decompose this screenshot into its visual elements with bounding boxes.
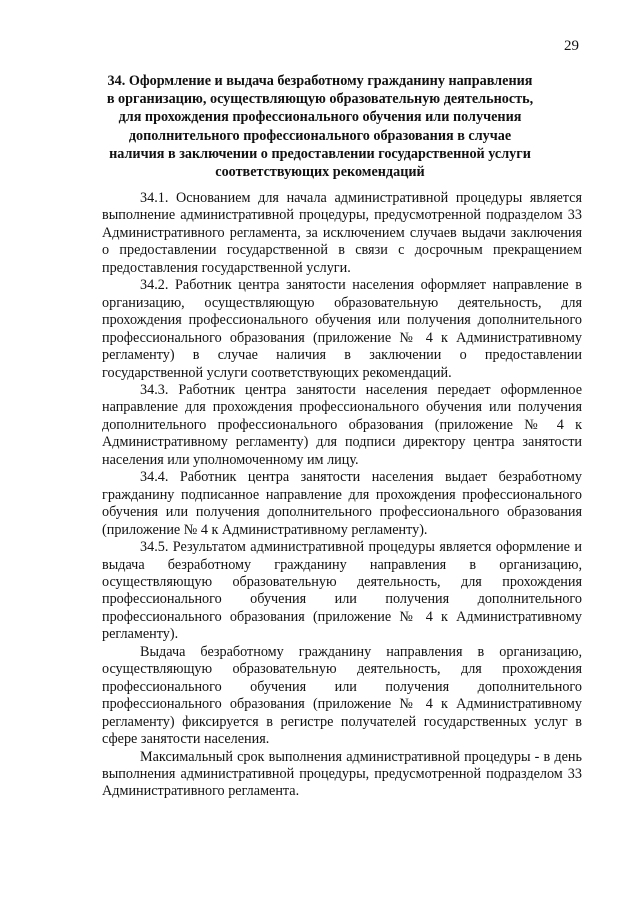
section-heading: 34. Оформление и выдача безработному гражданину направления в организацию, осуществляющую образовательную деятельность, для прохождения профессионального обучения или получения дополнительного профессионального образования в случае наличия в заключении о предоставлении государственной услуги соответствующих рекомендаций	[106, 73, 534, 181]
paragraph-34-2: 34.2. Работник центра занятости населения оформляет направление в организацию, осуществляющую образовательную деятельность, для прохождения профессионального обучения или получения дополнительного профессионального образования (приложение № 4 к Административному регламенту) в случае наличия в заключении о предоставлении государственной услуги соответствующих рекомендаций.	[102, 277, 582, 381]
paragraph-34-5: 34.5. Результатом административной процедуры является оформление и выдача безработному гражданину направления в организацию, осуществляющую образовательную деятельность, для прохождения профессионального обучения или получения дополнительного профессионального образования (приложение № 4 к Административному регламенту).	[102, 539, 582, 643]
document-body	[102, 190, 582, 801]
paragraph-max-duration: Максимальный срок выполнения административной процедуры - в день выполнения административной процедуры, предусмотренной подразделом 33 Административного регламента.	[102, 748, 582, 800]
paragraph-34-4: 34.4. Работник центра занятости населения выдает безработному гражданину подписанное направление для прохождения профессионального обучения или получения дополнительного профессионального образования (приложение № 4 к Административному регламенту).	[102, 469, 582, 538]
paragraph-registration: Выдача безработному гражданину направления в организацию, осуществляющую образовательную деятельность, для прохождения профессионального обучения или получения дополнительного профессионального образования (приложение № 4 к Административному регламенту) фиксируется в регистре получателей государственных услуг в сфере занятости населения.	[102, 643, 582, 748]
page-number: 29	[564, 38, 579, 54]
paragraph-34-1: 34.1. Основанием для начала административной процедуры является выполнение административной процедуры, предусмотренной подразделом 33 Административного регламента, за исключением случаев выдачи заключения о предоставлении государственной в связи с досрочным прекращением предоставления государственной услуги.	[102, 190, 582, 276]
paragraph-34-3: 34.3. Работник центра занятости населения передает оформленное направление для прохождения профессионального обучения или получения дополнительного профессионального образования (приложение № 4 к Административному регламенту) для подписи директору центра занятости населения или уполномоченному им лицу.	[102, 381, 582, 468]
